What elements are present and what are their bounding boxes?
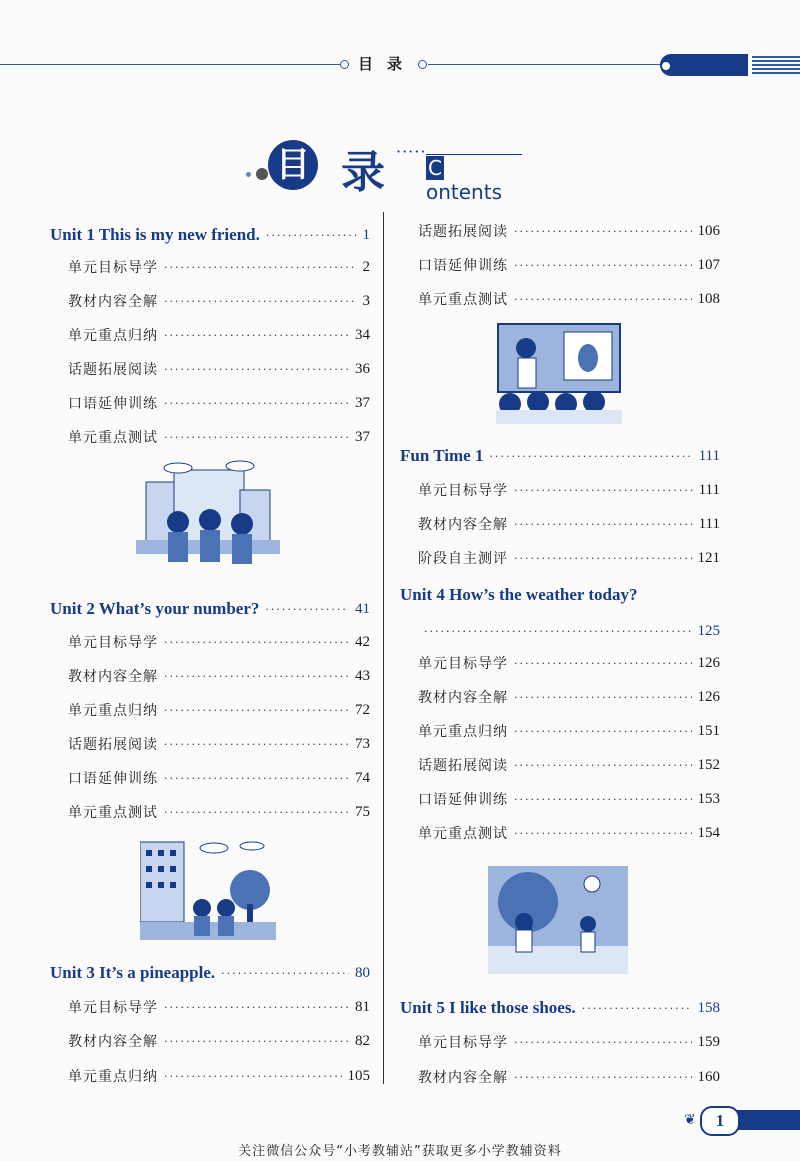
- toc-page-number: 108: [697, 290, 720, 307]
- toc-entry-row[interactable]: [68, 733, 370, 755]
- contents-initial: C: [428, 156, 442, 180]
- toc-entry-row[interactable]: [68, 801, 370, 823]
- toc-entry-title: 单元目标导学: [418, 656, 508, 672]
- toc-leader-dots: [514, 827, 692, 840]
- contents-label: [426, 156, 502, 204]
- toc-entry-title: 单元重点测试: [68, 430, 158, 446]
- toc-entry-row[interactable]: [418, 513, 720, 535]
- toc-page-number: 126: [697, 688, 720, 705]
- toc-unit-title: Unit 5 I like those shoes.: [400, 998, 576, 1017]
- toc-leader-dots: [164, 1035, 349, 1048]
- toc-entry-row[interactable]: [68, 631, 370, 653]
- illustration-park: [488, 866, 628, 974]
- toc-entry-title: 单元重点测试: [68, 805, 158, 821]
- toc-page-number: 82: [355, 1032, 370, 1049]
- toc-entry-title: 单元重点归纳: [418, 724, 508, 740]
- toc-entry-title: 教材内容全解: [68, 294, 158, 310]
- toc-entry-title: 教材内容全解: [418, 517, 508, 533]
- toc-entry-row[interactable]: [68, 426, 370, 448]
- toc-leader-dots: [164, 261, 357, 274]
- illustration-classroom: [496, 322, 622, 424]
- toc-unit-title: Unit 1 This is my new friend.: [50, 225, 260, 244]
- toc-page-number: 160: [697, 1068, 720, 1085]
- toc-entry-row[interactable]: [418, 479, 720, 501]
- toc-entry-title: 单元目标导学: [68, 1000, 158, 1016]
- toc-page-number: 121: [697, 549, 720, 566]
- toc-unit-title: Unit 3 It’s a pineapple.: [50, 963, 216, 982]
- toc-entry-title: 单元重点归纳: [68, 328, 158, 344]
- toc-page-number: 42: [355, 633, 370, 650]
- toc-unit-row[interactable]: [50, 962, 370, 984]
- toc-leader-dots: [514, 259, 692, 272]
- toc-leader-dots: [514, 552, 692, 565]
- toc-leader-dots: [514, 657, 692, 670]
- toc-page-number: 126: [697, 654, 720, 671]
- toc-entry-row[interactable]: [418, 652, 720, 674]
- toc-leader-dots: [582, 1002, 692, 1015]
- toc-leader-dots: [164, 1001, 349, 1014]
- toc-leader-dots: [265, 603, 349, 616]
- toc-entry-row[interactable]: [68, 665, 370, 687]
- title-char-lu: 录: [341, 147, 385, 198]
- toc-page-number: 73: [355, 735, 370, 752]
- toc-leader-dots: [514, 484, 693, 497]
- toc-entry-row[interactable]: [68, 699, 370, 721]
- toc-leader-dots: [164, 397, 349, 410]
- toc-entry-title: 口语延伸训练: [418, 258, 508, 274]
- header-dot-right: [418, 60, 427, 69]
- toc-page-number: 41: [355, 600, 370, 617]
- toc-page-number: 111: [698, 515, 720, 532]
- toc-page-number: 153: [697, 790, 720, 807]
- leaf-icon: ❦: [684, 1112, 696, 1128]
- toc-entry-title: 单元目标导学: [68, 635, 158, 651]
- header-stripes: [752, 56, 800, 74]
- toc-page-number: 1: [362, 226, 370, 243]
- toc-leader-dots: [164, 806, 349, 819]
- toc-entry-row[interactable]: [68, 767, 370, 789]
- title-dot-large: [256, 168, 268, 180]
- toc-entry-row[interactable]: [418, 254, 720, 276]
- toc-page-number: 159: [697, 1033, 720, 1050]
- toc-leader-dots: [164, 431, 349, 444]
- toc-entry-title: 口语延伸训练: [68, 396, 158, 412]
- toc-page-number: 125: [697, 622, 720, 639]
- toc-entry-title: 单元目标导学: [418, 1035, 508, 1051]
- illustration-street: [140, 838, 276, 946]
- toc-entry-title: 教材内容全解: [418, 690, 508, 706]
- toc-entry-row[interactable]: [418, 788, 720, 810]
- toc-page-number: 158: [697, 999, 720, 1016]
- toc-entry-title: 话题拓展阅读: [68, 362, 158, 378]
- toc-leader-dots: [424, 625, 692, 638]
- toc-entry-row[interactable]: [68, 324, 370, 346]
- toc-page-number: 3: [362, 292, 370, 309]
- toc-entry-row[interactable]: [68, 290, 370, 312]
- toc-page-number: 72: [355, 701, 370, 718]
- toc-entry-title: 口语延伸训练: [68, 771, 158, 787]
- title-char-mu: 目: [268, 140, 318, 190]
- toc-leader-dots: [489, 450, 692, 463]
- toc-page-number: 36: [355, 360, 370, 377]
- toc-entry-title: 教材内容全解: [68, 1034, 158, 1050]
- toc-entry-row[interactable]: [418, 720, 720, 742]
- toc-entry-title: 话题拓展阅读: [418, 224, 508, 240]
- toc-unit-title: Unit 4 How’s the weather today?: [400, 585, 638, 604]
- toc-entry-row[interactable]: [68, 358, 370, 380]
- toc-entry-row[interactable]: [418, 620, 720, 642]
- page-number: 1: [700, 1106, 740, 1136]
- toc-leader-dots: [164, 636, 349, 649]
- toc-page-number: 43: [355, 667, 370, 684]
- toc-leader-dots: [266, 229, 357, 242]
- toc-unit-row[interactable]: [400, 584, 720, 606]
- header-dot-left: [340, 60, 349, 69]
- toc-entry-row[interactable]: [68, 996, 370, 1018]
- toc-page-number: 37: [355, 428, 370, 445]
- toc-entry-title: 阶段自主测评: [418, 551, 508, 567]
- toc-unit-row[interactable]: [50, 224, 370, 246]
- toc-page-number: 2: [362, 258, 370, 275]
- toc-leader-dots: [164, 363, 349, 376]
- toc-leader-dots: [514, 1036, 692, 1049]
- toc-leader-dots: [164, 704, 349, 717]
- toc-entry-row[interactable]: [418, 1031, 720, 1053]
- toc-leader-dots: [514, 293, 692, 306]
- toc-page-number: 106: [697, 222, 720, 239]
- toc-unit-title: Unit 2 What’s your number?: [50, 599, 260, 618]
- toc-unit-row[interactable]: [400, 445, 720, 467]
- footer-note: 关注微信公众号“小考教辅站”获取更多小学教辅资料: [238, 1144, 562, 1159]
- toc-leader-dots: [514, 691, 692, 704]
- contents-rest: ontents: [426, 180, 502, 204]
- toc-leader-dots: [221, 967, 349, 980]
- toc-entry-title: 教材内容全解: [418, 1070, 508, 1086]
- header-rule-right: [428, 64, 660, 65]
- toc-unit-row[interactable]: [400, 997, 720, 1019]
- toc-leader-dots: [514, 793, 692, 806]
- toc-entry-row[interactable]: [68, 256, 370, 278]
- toc-leader-dots: [514, 225, 692, 238]
- header-tab-dot: [662, 62, 670, 70]
- toc-entry-row[interactable]: [418, 754, 720, 776]
- toc-page-number: 151: [697, 722, 720, 739]
- title-ellipsis: ·····: [396, 142, 427, 161]
- toc-entry-title: 话题拓展阅读: [68, 737, 158, 753]
- toc-page-number: 107: [697, 256, 720, 273]
- toc-unit-title: Fun Time 1: [400, 446, 484, 465]
- toc-entry-title: 单元目标导学: [68, 260, 158, 276]
- toc-page-number: 80: [355, 964, 370, 981]
- toc-leader-dots: [164, 295, 357, 308]
- toc-page-number: 37: [355, 394, 370, 411]
- toc-entry-row[interactable]: [418, 547, 720, 569]
- toc-leader-dots: [514, 759, 692, 772]
- toc-page-number: 111: [698, 447, 720, 464]
- toc-page-number: 81: [355, 998, 370, 1015]
- toc-entry-title: 单元重点测试: [418, 826, 508, 842]
- toc-leader-dots: [164, 670, 349, 683]
- toc-leader-dots: [164, 772, 349, 785]
- toc-page-number: 105: [347, 1067, 370, 1084]
- toc-entry-row[interactable]: [68, 1030, 370, 1052]
- toc-entry-row[interactable]: [418, 1066, 720, 1088]
- toc-page-number: 34: [355, 326, 370, 343]
- toc-entry-row[interactable]: [418, 822, 720, 844]
- toc-entry-title: 教材内容全解: [68, 669, 158, 685]
- toc-leader-dots: [514, 725, 692, 738]
- toc-entry-title: 话题拓展阅读: [418, 758, 508, 774]
- header-tab: [660, 54, 748, 76]
- toc-page-number: 152: [697, 756, 720, 773]
- toc-entry-title: 单元重点归纳: [68, 703, 158, 719]
- toc-unit-row[interactable]: [50, 598, 370, 620]
- header-title: 目录: [358, 55, 417, 73]
- contents-rule: [426, 154, 522, 155]
- toc-entry-title: 单元重点测试: [418, 292, 508, 308]
- toc-leader-dots: [164, 738, 349, 751]
- toc-leader-dots: [514, 518, 693, 531]
- header-rule-left: [0, 64, 340, 65]
- toc-entry-row[interactable]: [418, 686, 720, 708]
- toc-entry-row[interactable]: [418, 288, 720, 310]
- column-divider: [383, 212, 384, 1084]
- toc-page-number: 74: [355, 769, 370, 786]
- toc-leader-dots: [164, 329, 349, 342]
- illustration-friends: [136, 460, 280, 578]
- toc-page-number: 111: [698, 481, 720, 498]
- toc-page-number: 154: [697, 824, 720, 841]
- title-dot-small: [246, 172, 251, 177]
- toc-entry-row[interactable]: [68, 1065, 370, 1087]
- toc-leader-dots: [514, 1071, 692, 1084]
- toc-entry-title: 单元重点归纳: [68, 1069, 158, 1085]
- toc-entry-row[interactable]: [418, 220, 720, 242]
- toc-entry-title: 单元目标导学: [418, 483, 508, 499]
- toc-page-number: 75: [355, 803, 370, 820]
- toc-leader-dots: [164, 1070, 342, 1083]
- toc-entry-title: 口语延伸训练: [418, 792, 508, 808]
- toc-entry-row[interactable]: [68, 392, 370, 414]
